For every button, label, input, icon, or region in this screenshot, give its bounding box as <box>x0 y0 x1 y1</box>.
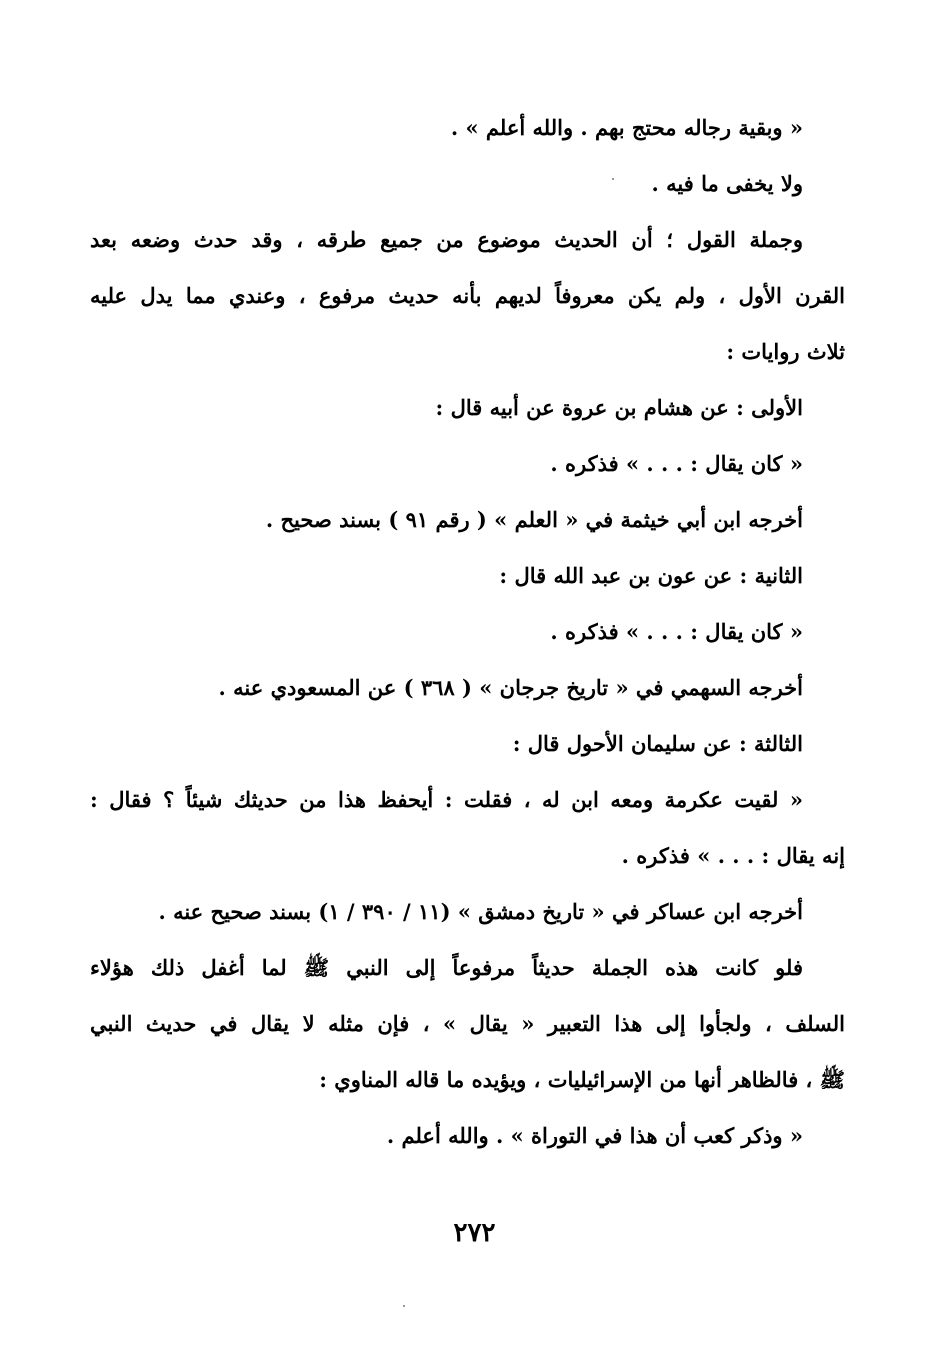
source-line: أخرجه ابن أبي خيثمة في « العلم » ( رقم ٩١ ) بسند صحيح . <box>265 507 803 532</box>
quote-line: « كان يقال : . . . » فذكره . <box>550 619 803 644</box>
paragraph-line: ﷺ ، فالظاهر أنها من الإسرائيليات ، ويؤيده ما قاله المناوي : <box>319 1067 845 1092</box>
page-body <box>90 100 845 1164</box>
narration-heading: الثالثة : عن سليمان الأحول قال : <box>512 731 803 756</box>
source-line: أخرجه السهمي في « تاريخ جرجان » ( ٣٦٨ ) عن المسعودي عنه . <box>218 675 803 700</box>
scan-speck <box>612 178 614 180</box>
quote-line: « كان يقال : . . . » فذكره . <box>550 451 803 476</box>
narration-heading: الثانية : عن عون بن عبد الله قال : <box>499 563 803 588</box>
scan-speck <box>403 1305 405 1307</box>
page-number: ٢٧٢ <box>453 1218 496 1248</box>
quote-line: « وبقية رجاله محتج بهم . والله أعلم » . <box>450 115 803 140</box>
quote-line: « وذكر كعب أن هذا في التوراة » . والله أعلم . <box>386 1123 803 1148</box>
paragraph-line: السلف ، ولجأوا إلى هذا التعبير « يقال » ، فإن مثله لا يقال في حديث النبي <box>90 1011 845 1036</box>
narration-heading: الأولى : عن هشام بن عروة عن أبيه قال : <box>435 395 803 420</box>
paragraph-line: فلو كانت هذه الجملة حديثاً مرفوعاً إلى النبي ﷺ لما أغفل ذلك هؤلاء <box>90 955 803 980</box>
source-line: أخرجه ابن عساكر في « تاريخ دمشق » (١١ / ٣٩٠ / ١) بسند صحيح عنه . <box>158 899 803 924</box>
text-line: ولا يخفى ما فيه . <box>651 171 803 196</box>
paragraph-line: القرن الأول ، ولم يكن معروفاً لديهم بأنه حديث مرفوع ، وعندي مما يدل عليه <box>90 283 845 308</box>
quote-line: « لقيت عكرمة ومعه ابن له ، فقلت : أيحفظ هذا من حديثك شيئاً ؟ فقال : <box>90 787 803 812</box>
quote-line: إنه يقال : . . . » فذكره . <box>621 843 845 868</box>
paragraph-line: ثلاث روايات : <box>726 339 845 364</box>
paragraph-line: وجملة القول ؛ أن الحديث موضوع من جميع طرقه ، وقد حدث وضعه بعد <box>90 227 803 252</box>
